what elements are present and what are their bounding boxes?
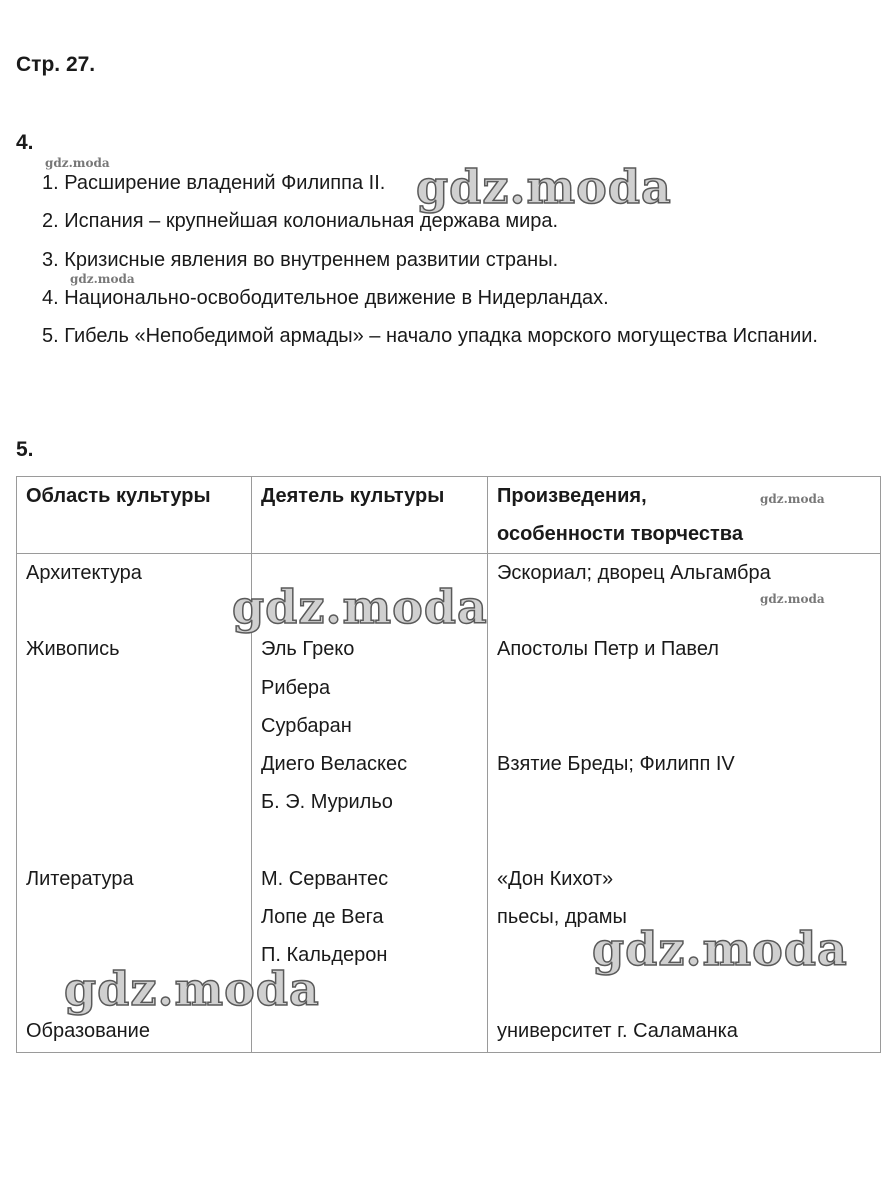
cell-text: Сурбаран <box>261 714 352 737</box>
cell-text: Образование <box>26 1020 150 1043</box>
table-header-row <box>17 477 881 554</box>
cell-text: Диего Веласкес <box>261 752 408 775</box>
cell-text: Апостолы Петр и Павел <box>497 638 719 661</box>
cell-text: «Дон Кихот» <box>497 867 614 890</box>
cell-text <box>26 707 242 745</box>
task-4-item-3: 3. Кризисные явления во внутреннем развитии страны. <box>42 249 559 271</box>
cell-text <box>26 592 242 630</box>
watermark-big: gdz.moda <box>592 922 848 976</box>
watermark-small: gdz.moda <box>760 492 825 506</box>
watermark-big: gdz.moda <box>232 580 488 634</box>
cell-text <box>26 745 242 783</box>
task-4-item-2: 2. Испания – крупнейшая колониальная держава мира. <box>42 210 559 232</box>
cell-text: Б. Э. Мурильо <box>261 791 393 814</box>
header-works-line-2: особенности творчества <box>497 523 743 545</box>
cell-text: пьесы, драмы <box>497 905 627 928</box>
task-4-item-1: 1. Расширение владений Филиппа II. <box>42 172 386 194</box>
task-4-item-4: 4. Национально-освободительное движение в Нидерландах. <box>42 287 609 309</box>
cell-text <box>497 783 871 821</box>
cell-text: Взятие Бреды; Филипп IV <box>497 752 735 775</box>
cell-text: Рибера <box>261 676 331 699</box>
page-reference: Стр. 27. <box>16 53 96 76</box>
cell-text <box>497 821 871 859</box>
watermark-big: gdz.moda <box>416 160 672 214</box>
cell-text <box>26 783 242 821</box>
watermark-big: gdz.moda <box>64 962 320 1016</box>
cell-text: М. Сервантес <box>261 867 389 890</box>
cell-text <box>497 669 871 707</box>
header-works <box>488 477 881 554</box>
task-4-item-5: 5. Гибель «Непобедимой армады» – начало упадка морского могущества Испании. <box>42 325 818 347</box>
watermark-small: gdz.moda <box>70 272 135 286</box>
watermark-small: gdz.moda <box>45 156 110 170</box>
task-5-number: 5. <box>16 438 34 461</box>
cell-text: университет г. Саламанка <box>497 1020 738 1043</box>
watermark-small: gdz.moda <box>760 592 825 606</box>
cell-text: Эскориал; дворец Альгамбра <box>497 562 771 584</box>
cell-text <box>261 821 478 859</box>
cell-text: Живопись <box>26 638 120 661</box>
cell-text: П. Кальдерон <box>261 943 388 966</box>
cell-text <box>497 707 871 745</box>
cell-text: Лопе де Вега <box>261 905 384 928</box>
cell-text <box>261 1012 478 1050</box>
task-4-number: 4. <box>16 131 34 154</box>
cell-text: Эль Греко <box>261 638 355 661</box>
header-culture-figure: Деятель культуры <box>252 477 488 554</box>
header-culture-area: Область культуры <box>17 477 252 554</box>
cell-text <box>26 898 242 936</box>
cell-text: Литература <box>26 867 134 890</box>
header-works-line-1: Произведения, <box>497 485 647 507</box>
cell-text <box>26 821 242 859</box>
cell-text <box>26 669 242 707</box>
cell-text <box>497 974 871 1012</box>
cell-text: Архитектура <box>26 562 142 584</box>
works-cell <box>488 554 881 1053</box>
